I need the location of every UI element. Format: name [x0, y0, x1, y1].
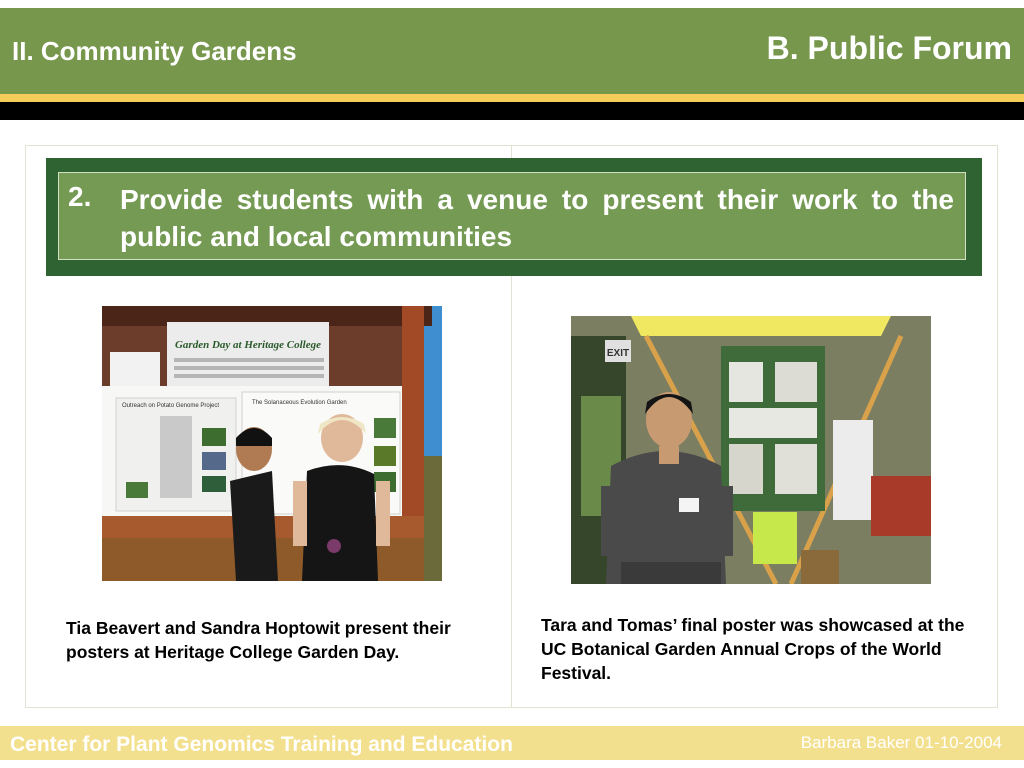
caption-left: Tia Beavert and Sandra Hoptowit present their posters at Heritage College Garden Day. [66, 618, 451, 662]
footer-author-date: Barbara Baker 01-10-2004 [800, 733, 1002, 752]
poster-left-title: Outreach on Potato Genome Project [122, 403, 220, 409]
goal-text: Provide students with a venue to present their work to the public and local communities [120, 184, 954, 252]
goal-number: 2. [68, 181, 92, 212]
caption-right: Tara and Tomas’ final poster was showcased at the UC Botanical Garden Annual Crops of the World Festival. [541, 615, 965, 683]
topic-title: B. Public Forum [766, 30, 1012, 66]
exit-sign-text: EXIT [606, 348, 630, 359]
botanical-garden-photo [571, 316, 931, 584]
section-title: II. Community Gardens [12, 36, 297, 66]
header-black-stripe [0, 102, 1024, 120]
poster-right-title: The Solanaceous Evolution Garden [252, 400, 347, 406]
heritage-college-photo [102, 306, 442, 581]
footer-organization: Center for Plant Genomics Training and Education [10, 733, 513, 756]
header-gold-stripe [0, 94, 1024, 102]
banner-text: Garden Day at Heritage College [174, 339, 322, 351]
